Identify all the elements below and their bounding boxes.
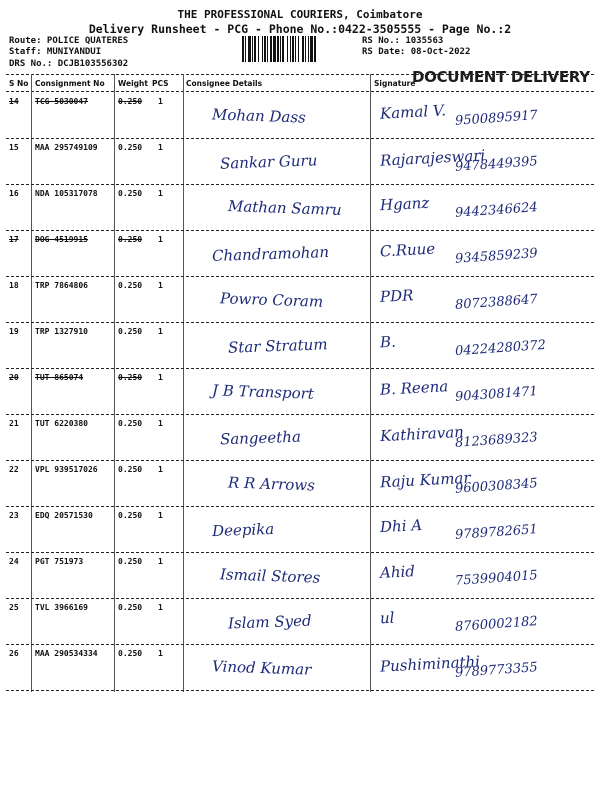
row-signature: Kathiravan [379, 422, 465, 446]
barcode-bar [287, 36, 288, 62]
row-consignment-no: MAA 295749109 [35, 143, 98, 152]
company-title: THE PROFESSIONAL COURIERS, Coimbatore [177, 8, 423, 21]
row-phone: 8760002182 [454, 614, 539, 635]
row-divider [6, 460, 594, 461]
row-signature: Ahid [379, 562, 416, 582]
row-weight: 0.250 [118, 511, 143, 520]
barcode-bar [264, 36, 266, 62]
row-phone: 9500895917 [454, 108, 539, 129]
row-signature: Hganz [379, 193, 430, 215]
row-sno: 18 [9, 281, 19, 290]
row-consignee-name: Mathan Samru [227, 197, 342, 219]
row-consignment-no: TRP 7864806 [35, 281, 88, 290]
row-weight: 0.250 [118, 373, 143, 382]
row-consignee-name: Star Stratum [227, 335, 328, 357]
row-phone: 7539904015 [454, 568, 539, 589]
row-pcs: 1 [158, 419, 163, 428]
barcode-image [242, 36, 354, 62]
barcode-bar [270, 36, 272, 62]
runsheet-subtitle: Delivery Runsheet - PCG - Phone No.:0422-3505555 - Page No.:2 [88, 22, 512, 36]
row-phone: 9600308345 [454, 476, 539, 497]
row-signature: ul [379, 608, 395, 628]
row-sno: 16 [9, 189, 19, 198]
barcode-bar [282, 36, 284, 62]
row-signature: B. [379, 332, 397, 352]
row-divider [6, 552, 594, 553]
row-sno: 26 [9, 649, 19, 658]
row-consignment-no: NDA 105317078 [35, 189, 98, 198]
row-sno: 17 [9, 235, 19, 244]
row-phone: 9478449395 [454, 154, 539, 175]
staff-label: Staff: MUNIYANDUI [9, 47, 102, 57]
row-pcs: 1 [158, 97, 163, 106]
row-sno: 20 [9, 373, 19, 382]
row-consignee-name: Mohan Dass [211, 105, 307, 127]
row-weight: 0.250 [118, 465, 143, 474]
route-label: Route: POLICE QUATERES [9, 36, 129, 46]
row-pcs: 1 [158, 327, 163, 336]
barcode-bar [292, 36, 294, 62]
row-consignment-no: TUT 6220380 [35, 419, 88, 428]
row-phone: 9442346624 [454, 200, 539, 221]
row-signature: PDR [379, 286, 414, 306]
row-divider [6, 322, 594, 323]
row-pcs: 1 [158, 189, 163, 198]
drs-number: DRS No.: DCJB103556302 [9, 59, 129, 69]
row-divider [6, 230, 594, 231]
barcode-bar [262, 36, 263, 62]
row-sno: 19 [9, 327, 19, 336]
row-divider [6, 644, 594, 645]
col-consignment-header: Consignment No [35, 79, 105, 88]
row-signature: Rajarajeswari [379, 146, 486, 170]
row-pcs: 1 [158, 465, 163, 474]
row-phone: 8123689323 [454, 430, 539, 451]
row-phone: 8072388647 [454, 292, 539, 313]
col-divider [370, 74, 371, 692]
rs-date: RS Date: 08-Oct-2022 [362, 47, 471, 57]
row-pcs: 1 [158, 235, 163, 244]
col-details-header: Consignee Details [186, 79, 263, 88]
row-divider [6, 368, 594, 369]
barcode-bar [252, 36, 253, 62]
row-signature: Dhi A [379, 515, 423, 537]
col-divider [183, 74, 184, 692]
row-consignee-name: Ismail Stores [219, 565, 321, 587]
row-divider [6, 598, 594, 599]
row-weight: 0.250 [118, 603, 143, 612]
row-consignee-name: J B Transport [211, 381, 315, 403]
row-weight: 0.250 [118, 419, 143, 428]
row-consignee-name: Chandramohan [211, 242, 330, 266]
header-top-rule [6, 74, 594, 75]
barcode-bar [245, 36, 246, 62]
col-weight-header: Weight [118, 79, 148, 88]
barcode-bar [280, 36, 281, 62]
row-signature: C.Ruue [379, 239, 436, 261]
row-weight: 0.250 [118, 189, 143, 198]
row-weight: 0.250 [118, 557, 143, 566]
row-pcs: 1 [158, 373, 163, 382]
barcode-bar [242, 36, 244, 62]
row-sno: 24 [9, 557, 19, 566]
row-signature: B. Reena [379, 377, 449, 399]
barcode-bar [295, 36, 296, 62]
row-signature: Raju Kumar [379, 468, 471, 492]
barcode-bar [273, 36, 276, 62]
row-signature: Pushiminathi [379, 652, 481, 676]
row-pcs: 1 [158, 649, 163, 658]
row-pcs: 1 [158, 511, 163, 520]
header-bottom-rule [6, 91, 594, 92]
barcode-bar [314, 36, 316, 62]
barcode-bar [277, 36, 279, 62]
row-pcs: 1 [158, 281, 163, 290]
row-consignee-name: Sankar Guru [219, 151, 318, 173]
row-sno: 21 [9, 419, 19, 428]
row-consignment-no: TRP 1327910 [35, 327, 88, 336]
row-weight: 0.250 [118, 649, 143, 658]
row-weight: 0.250 [118, 97, 143, 106]
row-sno: 25 [9, 603, 19, 612]
row-weight: 0.250 [118, 235, 143, 244]
row-consignment-no: PGT 751973 [35, 557, 84, 566]
row-pcs: 1 [158, 143, 163, 152]
document-delivery-stamp: DOCUMENT DELIVERY [412, 68, 590, 86]
row-weight: 0.250 [118, 143, 143, 152]
row-consignee-name: Sangeetha [219, 427, 302, 449]
row-divider [6, 690, 594, 691]
col-divider [114, 74, 115, 692]
row-consignment-no: TVL 3966169 [35, 603, 88, 612]
row-consignment-no: DOG 4519915 [35, 235, 88, 244]
row-consignee-name: R R Arrows [227, 473, 316, 495]
row-phone: 9345859239 [454, 246, 539, 267]
row-consignee-name: Vinod Kumar [211, 657, 312, 679]
col-divider [31, 74, 32, 692]
row-consignment-no: TUT 865074 [35, 373, 84, 382]
barcode-bar [298, 36, 299, 62]
col-signature-header: Signature [374, 79, 416, 88]
row-consignee-name: Powro Coram [219, 289, 324, 311]
row-divider [6, 184, 594, 185]
row-consignment-no: TCG 5030047 [35, 97, 88, 106]
barcode-bar [267, 36, 268, 62]
row-divider [6, 414, 594, 415]
row-sno: 22 [9, 465, 19, 474]
row-pcs: 1 [158, 603, 163, 612]
row-signature: Kamal V. [379, 101, 447, 123]
row-phone: 9789773355 [454, 660, 539, 681]
row-weight: 0.250 [118, 281, 143, 290]
row-divider [6, 138, 594, 139]
barcode-bar [254, 36, 256, 62]
row-consignment-no: EDQ 20571530 [35, 511, 93, 520]
row-consignment-no: VPL 939517026 [35, 465, 98, 474]
rs-number: RS No.: 1035563 [362, 36, 444, 46]
row-consignee-name: Islam Syed [227, 611, 312, 633]
row-phone: 9789782651 [454, 522, 539, 543]
barcode-bar [305, 36, 306, 62]
row-sno: 23 [9, 511, 19, 520]
row-consignment-no: MAA 290534334 [35, 649, 98, 658]
barcode-bar [258, 36, 259, 62]
col-pcs-header: PCS [152, 79, 169, 88]
barcode-bar [308, 36, 309, 62]
barcode-bar [290, 36, 291, 62]
row-divider [6, 506, 594, 507]
barcode-bar [302, 36, 304, 62]
row-consignee-name: Deepika [211, 519, 275, 541]
row-sno: 15 [9, 143, 19, 152]
row-weight: 0.250 [118, 327, 143, 336]
barcode-bar [310, 36, 313, 62]
row-sno: 14 [9, 97, 19, 106]
barcode-bar [248, 36, 251, 62]
col-sno-header: S No [9, 79, 29, 88]
row-divider [6, 276, 594, 277]
row-phone: 04224280372 [454, 337, 547, 360]
row-phone: 9043081471 [454, 384, 539, 405]
row-pcs: 1 [158, 557, 163, 566]
